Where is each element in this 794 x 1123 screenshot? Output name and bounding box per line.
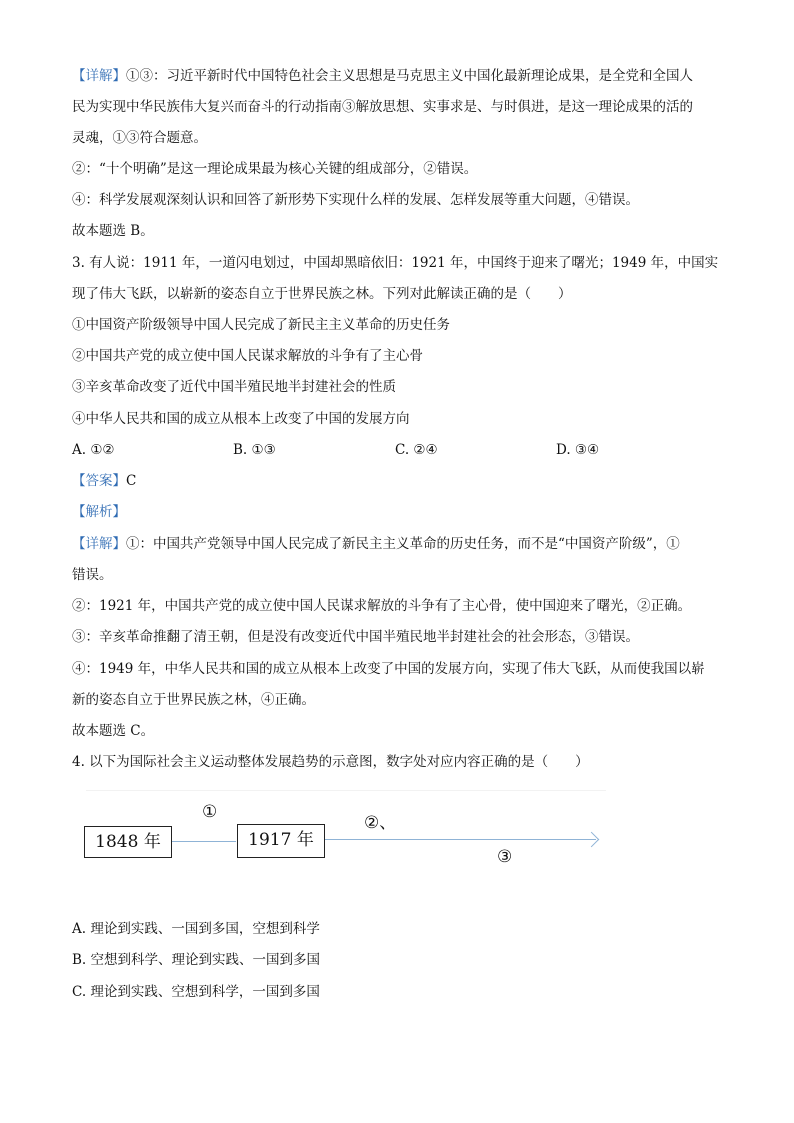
text-line	[72, 98, 734, 116]
line-text: ①中国资产阶级领导中国人民完成了新民主主义革命的历史任务	[72, 317, 450, 333]
text-line	[72, 160, 734, 178]
marker-3: ③	[497, 847, 513, 867]
line-text: 故本题选 B。	[72, 223, 154, 239]
line-text: 故本题选 C。	[72, 723, 155, 739]
q4-option-a: A. 理论到实践、一国到多国，空想到科学	[72, 921, 320, 937]
text-line	[72, 660, 734, 678]
q3-option-b: B. ①③	[233, 442, 276, 458]
q3-option-d: D. ③④	[556, 442, 600, 458]
text-line	[72, 628, 734, 646]
line-text: 3. 有人说：1911 年，一道闪电划过，中国却黑暗依旧：1921 年，中国终于迎来了曙光；1949 年，中国实	[72, 255, 719, 271]
line-text: ①③：习近平新时代中国特色社会主义思想是马克思主义中国化最新理论成果，是全党和全国人	[126, 68, 693, 84]
line-text: ③：辛亥革命推翻了清王朝，但是没有改变近代中国半殖民地半封建社会的社会形态，③错误。	[72, 629, 639, 645]
question-4-stem	[72, 753, 734, 771]
text-line	[72, 67, 734, 85]
answer-line	[72, 472, 734, 490]
socialism-timeline-diagram	[72, 790, 612, 890]
text-line	[72, 129, 734, 147]
line-text: 灵魂，①③符合题意。	[72, 130, 207, 146]
marker-1: ①	[202, 802, 218, 822]
line-text: ②：“十个明确”是这一理论成果最为核心关键的组成部分，②错误。	[72, 161, 478, 177]
text-line	[72, 191, 734, 209]
line-text: ④：科学发展观深刻认识和回答了新形势下实现什么样的发展、怎样发展等重大问题，④错误。	[72, 192, 639, 208]
question-3-stem	[72, 285, 734, 303]
statement-2	[72, 347, 734, 365]
statement-4	[72, 410, 734, 428]
text-line	[72, 722, 734, 740]
statement-1	[72, 316, 734, 334]
line-text: 错误。	[72, 567, 113, 583]
q4-option-c: C. 理论到实践、空想到科学，一国到多国	[72, 984, 320, 1000]
section-tag: 【详解】	[72, 68, 126, 84]
marker-2: ②、	[364, 813, 397, 833]
line-text: 民为实现中华民族伟大复兴而奋斗的行动指南③解放思想、实事求是、与时俱进，是这一理论成果的活的	[72, 99, 693, 115]
line-text: 新的姿态自立于世界民族之林，④正确。	[72, 692, 315, 708]
line-text: 现了伟大飞跃，以崭新的姿态自立于世界民族之林。下列对此解读正确的是（ ）	[72, 286, 572, 302]
arrow-head-icon	[584, 832, 600, 848]
answer-tag: 【答案】	[72, 473, 126, 489]
text-line	[72, 597, 734, 615]
answer-value: C	[126, 473, 137, 489]
q3-option-c: C. ②④	[395, 442, 438, 458]
text-line	[72, 691, 734, 709]
timeline-box-1848: 1848 年	[84, 826, 172, 858]
line-text: ④：1949 年，中华人民共和国的成立从根本上改变了中国的发展方向，实现了伟大飞跃，从而使我国以崭	[72, 661, 705, 677]
line-text: ①：中国共产党领导中国人民完成了新民主主义革命的历史任务，而不是“中国资产阶级”，①	[126, 536, 680, 552]
q3-option-a: A. ①②	[72, 442, 115, 458]
line-text: ②中国共产党的成立使中国人民谋求解放的斗争有了主心骨	[72, 348, 423, 364]
timeline-box-1917: 1917 年	[237, 824, 325, 858]
text-line	[72, 566, 734, 584]
timeline-segment-2	[325, 839, 596, 840]
q4-option-b: B. 空想到科学、理论到实践、一国到多国	[72, 952, 321, 968]
line-text: ②：1921 年，中国共产党的成立使中国人民谋求解放的斗争有了主心骨，使中国迎来了曙光，②正确。	[72, 598, 692, 614]
line-text: 4. 以下为国际社会主义运动整体发展趋势的示意图，数字处对应内容正确的是（ ）	[72, 754, 589, 770]
analysis-line	[72, 503, 734, 521]
line-text: ③辛亥革命改变了近代中国半殖民地半封建社会的性质	[72, 379, 396, 395]
timeline-segment-1	[172, 841, 236, 842]
analysis-tag: 【解析】	[72, 504, 126, 520]
statement-3	[72, 378, 734, 396]
text-line	[72, 535, 734, 553]
section-tag: 【详解】	[72, 536, 126, 552]
text-line	[72, 222, 734, 240]
question-3-stem	[72, 254, 734, 272]
line-text: ④中华人民共和国的成立从根本上改变了中国的发展方向	[72, 411, 410, 427]
diagram-top-border	[86, 790, 606, 791]
